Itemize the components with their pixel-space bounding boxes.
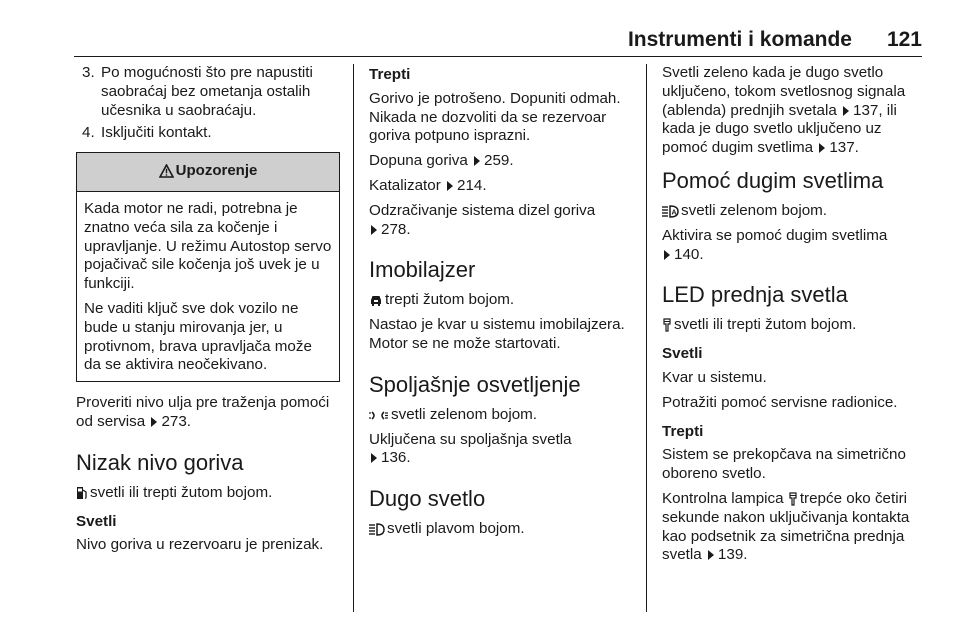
header-title: Instrumenti i komande: [627, 28, 852, 51]
column-left: [76, 64, 340, 561]
page-reference-arrow-icon: [819, 143, 825, 153]
paragraph: Aktivira se pomoć dugim svetlima 140.: [662, 226, 888, 263]
led-headlight-icon: [662, 318, 672, 332]
page-reference: 278.: [381, 220, 411, 238]
page-reference-arrow-icon: [843, 106, 849, 116]
high-beam-icon: [369, 523, 385, 536]
svg-text:A: A: [671, 209, 677, 217]
paragraph: Svetli zeleno kada je dugo svetlo uključeno, tokom svetlosnog signala (ablenda) prednjih svetala 137, ili kada je dugo svetlo uključeno uz pomoć dugim svetlima 137.: [662, 64, 906, 157]
page-reference-arrow-icon: [371, 453, 377, 463]
list-item: 4. Isključiti kontakt.: [82, 124, 212, 142]
section-title: Pomoć dugim svetlima: [662, 167, 884, 193]
paragraph: svetli zelenom bojom.: [369, 406, 633, 425]
exterior-light-icon: [369, 409, 389, 422]
paragraph: A svetli zelenom bojom.: [662, 202, 926, 221]
paragraph: trepti žutom bojom.: [369, 291, 633, 310]
list-item: 3. Po mogućnosti što pre napustiti saobraćaj bez ometanja ostalih učesnika u saobraćaju.: [82, 64, 313, 119]
paragraph: svetli plavom bojom.: [369, 520, 633, 539]
car-key-icon: [369, 294, 383, 307]
warning-box: [76, 152, 340, 382]
section-title: LED prednja svetla: [662, 282, 848, 308]
paragraph: Dopuna goriva 259.: [369, 152, 514, 170]
page-reference-arrow-icon: [447, 181, 453, 191]
page-reference: 137, ili: [853, 101, 897, 119]
page-reference: 139.: [717, 546, 748, 564]
high-beam-assist-icon: [662, 205, 679, 218]
page-reference-arrow-icon: [664, 250, 670, 260]
paragraph: svetli ili trepti žutom bojom.: [76, 484, 340, 503]
section-title: Spoljašnje osvetljenje: [369, 371, 581, 397]
paragraph: Gorivo je potrošeno. Dopuniti odmah. Nikada ne dozvoliti da se rezervoar goriva potpuno isprazni.: [369, 89, 621, 145]
warning-triangle-icon: [159, 164, 174, 178]
paragraph: Nivo goriva u rezervoaru je prenizak.: [76, 536, 324, 554]
page-number: 121: [886, 28, 922, 51]
subsection-title: Svetli: [76, 512, 117, 530]
subsection-title: Trepti: [662, 422, 704, 440]
paragraph: Kvar u sistemu.: [662, 368, 767, 386]
paragraph: Odzračivanje sistema dizel goriva 278.: [369, 201, 596, 238]
fuel-pump-icon: [76, 486, 88, 500]
section-title: Dugo svetlo: [369, 486, 486, 512]
paragraph: Potražiti pomoć servisne radionice.: [662, 393, 898, 411]
header-rule: [74, 56, 922, 57]
page-reference-arrow-icon: [371, 225, 377, 235]
page-reference-arrow-icon: [474, 156, 480, 166]
column-divider: [646, 64, 647, 612]
page-reference: 137.: [829, 139, 859, 157]
paragraph: Proveriti nivo ulja pre traženja pomoći od servisa 273.: [76, 394, 330, 430]
page-reference: 140.: [674, 245, 704, 263]
warning-header: [77, 153, 339, 192]
section-title: Imobilajzer: [369, 257, 476, 283]
paragraph: svetli ili trepti žutom bojom.: [662, 316, 926, 335]
warning-text: Kada motor ne radi, potrebna je znatno veća sila za kočenje i upravljanje. U režimu Autostop servo pojačivač sile kočenja još uvek je u funkciji.: [84, 199, 332, 293]
page-reference-arrow-icon: [151, 417, 157, 427]
column-divider: [353, 64, 354, 612]
page-reference: 214.: [457, 176, 487, 194]
warning-title: Upozorenje: [175, 162, 258, 180]
paragraph: Uključena su spoljašnja svetla 136.: [369, 430, 572, 467]
paragraph: Kontrolna lampica trepće oko četiri sekunde nakon uključivanja kontakta kao podsetnik za simetrična prednja svetla 139.: [662, 489, 910, 564]
page-reference: 273.: [161, 412, 192, 430]
led-headlight-icon: [788, 492, 798, 506]
section-title: Nizak nivo goriva: [76, 449, 244, 475]
subsection-title: Svetli: [662, 345, 703, 363]
column-middle: [369, 64, 633, 545]
column-right: [662, 64, 926, 571]
step-list: [76, 64, 340, 143]
page-reference-arrow-icon: [708, 550, 714, 560]
subsection-title: Trepti: [369, 66, 411, 83]
paragraph: Nastao je kvar u sistemu imobilajzera. Motor se ne može startovati.: [369, 316, 625, 352]
warning-text: Ne vaditi ključ sve dok vozilo ne bude u stanju mirovanja jer, u protivnom, brava upravljača može da se aktivira neočekivano.: [84, 299, 312, 374]
page-header: [0, 26, 960, 60]
page-reference: 259.: [484, 152, 514, 170]
paragraph: Sistem se prekopčava na simetrično oboreno svetlo.: [662, 446, 906, 483]
paragraph: Katalizator 214.: [369, 176, 487, 194]
page-reference: 136.: [381, 449, 411, 467]
